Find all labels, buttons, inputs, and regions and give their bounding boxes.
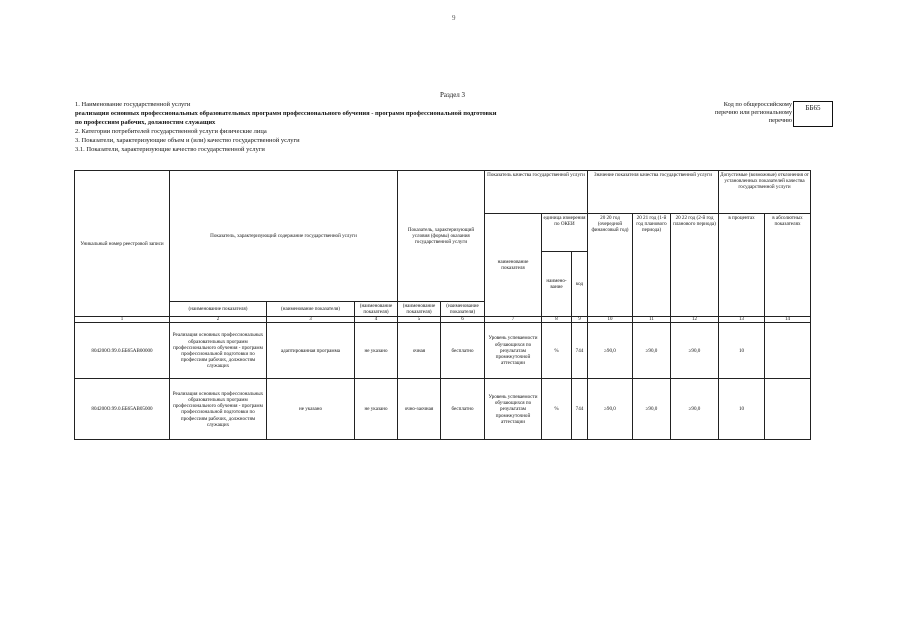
specified: не указано [355, 379, 398, 440]
program-name: Реализация основных профессиональных образовательных программ профессионального обучения - программ профессиональной подготовки по профессиям рабочих, должностям служащих [170, 379, 267, 440]
unit-code: 744 [572, 323, 588, 379]
registry-code-box: ББ65 [793, 101, 833, 127]
header-unique-number: Уникальный номер реестровой записи [75, 171, 170, 317]
header-in-absolute: в абсолютных показателях [765, 214, 811, 317]
header-deviations: Допустимые (возможные) отклонения от установленных показателей качества государственной услуги [719, 171, 811, 214]
header-conditions-indicator: Показатель, характеризующий условия (формы) оказания государственной услуги [398, 171, 485, 302]
col-num-2: 2 [170, 317, 267, 323]
value-year1: ≥90,0 [588, 323, 633, 379]
header-unit-okei: единица измерения по ОКЕИ [542, 214, 588, 252]
consumers-category: 2. Категории потребителей государственной услуги физические лица [75, 128, 267, 135]
payment: бесплатно [441, 323, 485, 379]
header-sub-name-6: (наименование показателя) [441, 302, 485, 317]
page-number: 9 [452, 14, 456, 22]
col-num-12: 12 [671, 317, 719, 323]
header-year1: 20 20 год (очередной финансовый год) [588, 214, 633, 317]
header-unit-name: наимено-вание [542, 252, 572, 317]
header-year3: 20 22 год (2-й год планового периода) [671, 214, 719, 317]
header-in-percent: в процентах [719, 214, 765, 317]
col-num-4: 4 [355, 317, 398, 323]
service-name-line1: реализация основных профессиональных образовательных программ профессионального обучения - программ профессиональной подготовки [75, 110, 497, 117]
col-num-7: 7 [485, 317, 542, 323]
table-row [75, 323, 811, 379]
table-row [75, 379, 811, 440]
col-num-14: 14 [765, 317, 811, 323]
quality-indicators-table [74, 170, 811, 440]
col-num-3: 3 [267, 317, 355, 323]
header-quality-indicator: Показатель качества государственной услуги [485, 171, 588, 214]
registry-number: 804200О.99.0.ББ65АВ05000 [75, 379, 170, 440]
registry-number: 804200О.99.0.ББ65АВ00000 [75, 323, 170, 379]
form-of-study: очно-заочная [398, 379, 441, 440]
service-name-line2: по профессиям рабочих, должностям служащих [75, 119, 216, 126]
value-year1: ≥90,0 [588, 379, 633, 440]
unit-name: % [542, 379, 572, 440]
unit-code: 744 [572, 379, 588, 440]
section-title: Раздел 3 [440, 91, 466, 99]
col-num-9: 9 [572, 317, 588, 323]
form-of-study: очная [398, 323, 441, 379]
value-year2: ≥90,0 [633, 323, 671, 379]
value-year2: ≥90,0 [633, 379, 671, 440]
col-num-1: 1 [75, 317, 170, 323]
service-name-label: 1. Наименование государственной услуги [75, 101, 191, 108]
col-num-6: 6 [441, 317, 485, 323]
unit-name: % [542, 323, 572, 379]
specified: не указано [355, 323, 398, 379]
deviation-percent: 10 [719, 323, 765, 379]
indicators-heading: 3. Показатели, характеризующие объем и (или) качество государственной услуги [75, 137, 300, 144]
deviation-absolute [765, 379, 811, 440]
header-sub-name-2: (наименование показателя) [170, 302, 267, 317]
indicator-name: Уровень успеваемости обучающихся по результатам промежуточной аттестации [485, 323, 542, 379]
program-name: Реализация основных профессиональных образовательных программ профессионального обучения - программ профессиональной подготовки по профессиям рабочих, должностям служащих [170, 323, 267, 379]
deviation-percent: 10 [719, 379, 765, 440]
col-num-5: 5 [398, 317, 441, 323]
col-num-10: 10 [588, 317, 633, 323]
quality-heading: 3.1. Показатели, характеризующие качество государственной услуги [75, 146, 265, 153]
header-sub-name-4: (наименование показателя) [355, 302, 398, 317]
header-sub-name-5: (наименование показателя) [398, 302, 441, 317]
header-year2: 20 21 год (1-й год планового периода) [633, 214, 671, 317]
col-num-11: 11 [633, 317, 671, 323]
col-num-13: 13 [719, 317, 765, 323]
registry-code-label: Код по общероссийскому перечню или региональному перечню [714, 101, 792, 125]
header-unit-code: код [572, 252, 588, 317]
deviation-absolute [765, 323, 811, 379]
payment: бесплатно [441, 379, 485, 440]
value-year3: ≥90,0 [671, 323, 719, 379]
header-content-indicator: Показатель, характеризующий содержание государственной услуги [170, 171, 398, 302]
col-num-8: 8 [542, 317, 572, 323]
program-type: адаптированная программа [267, 323, 355, 379]
header-indicator-name: наименование показателя [485, 214, 542, 317]
header-quality-values: Значение показателя качества государственной услуги [588, 171, 719, 214]
program-type: не указано [267, 379, 355, 440]
indicator-name: Уровень успеваемости обучающихся по результатам промежуточной аттестации [485, 379, 542, 440]
header-sub-name-3: (наименование показателя) [267, 302, 355, 317]
value-year3: ≥90,0 [671, 379, 719, 440]
